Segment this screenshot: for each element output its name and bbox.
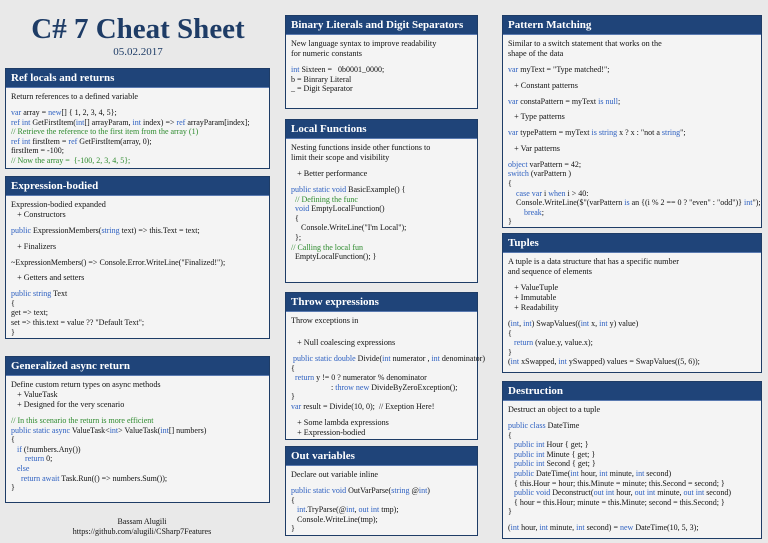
code-line: Console.WriteLine(tmp); xyxy=(291,514,378,524)
description-line: limit their scope and visibility xyxy=(291,153,390,162)
code-line: } xyxy=(291,524,295,534)
code-line: public static void BasicExample() { xyxy=(291,185,406,194)
section-title: Local Functions xyxy=(286,120,477,139)
code-line: } xyxy=(508,507,512,517)
code-comment: // Retrieve the reference to the first item from the array (1) xyxy=(11,127,199,137)
code-line: Console.WriteLine($"(varPattern is an {(i % 2 == 0 ? "even" : "odd")} int"); xyxy=(508,198,761,208)
section-title: Pattern Matching xyxy=(503,16,761,35)
description-line: + Constant patterns xyxy=(508,80,578,90)
code-line: var constaPattern = myText is null; xyxy=(508,96,621,106)
code-line: public static void OutVarParse(string @int) xyxy=(291,486,430,495)
code-line: var typePattern = myText is string x ? x : "not a string"; xyxy=(508,128,686,138)
code-line: } xyxy=(11,483,15,493)
code-line: public static async ValueTask<int> ValueTask(int[] numbers) xyxy=(11,425,207,435)
code-line: var array = new[] { 1, 2, 3, 4, 5}; xyxy=(11,108,117,117)
description-line: + Better performance xyxy=(291,169,368,178)
code-comment: // In this scenario the return is more efficient xyxy=(11,416,154,425)
code-line: ref int GetFirstItem(int[] arrayParam, int index) => ref arrayParam[index]; xyxy=(11,117,250,127)
section-title: Destruction xyxy=(503,382,761,401)
description-line: + Some lambda expressions xyxy=(291,417,389,427)
description-line: Expression-bodied expanded xyxy=(11,200,106,209)
section-local-functions xyxy=(285,119,478,283)
code-line: public int Minute { get; } xyxy=(514,449,596,459)
code-line: public class DateTime xyxy=(508,421,580,430)
code-line: (int hour, int minute, int second) = new DateTime(10, 5, 3); xyxy=(508,522,699,532)
description-line: Similar to a switch statement that works on the xyxy=(508,39,662,48)
author-name: Bassam Alugili xyxy=(117,517,167,526)
code-comment: // Defining the func xyxy=(291,194,358,204)
code-line: ref int firstItem = ref GetFirstItem(array, 0); xyxy=(11,136,152,146)
code-line: _ = Digit Separator xyxy=(291,84,353,94)
section-body xyxy=(6,88,269,170)
description-line: Return references to a defined variable xyxy=(11,92,139,101)
code-line: } xyxy=(508,347,512,357)
code-line: switch (varPattern ) xyxy=(508,169,572,179)
section-title: Tuples xyxy=(503,234,761,253)
repository-url: https://github.com/alugili/CSharp7Features xyxy=(72,527,212,536)
code-line: } xyxy=(508,217,512,227)
code-line: public DateTime(int hour, int minute, int second) xyxy=(514,468,672,478)
section-expression-bodied xyxy=(5,176,270,339)
description-line: and sequence of elements xyxy=(508,267,592,276)
code-comment: // Calling the local fun xyxy=(291,242,363,252)
description-line: shape of the data xyxy=(508,49,564,58)
code-line: } xyxy=(291,392,295,402)
code-line: return (value.y, value.x); xyxy=(514,338,593,348)
code-line: { xyxy=(508,328,512,338)
code-line: case var i when i > 40: xyxy=(516,188,589,198)
code-line: { xyxy=(508,430,512,440)
description-line: Destruct an object to a tuple xyxy=(508,405,601,414)
section-body xyxy=(503,35,761,231)
description-line: + Constructors xyxy=(11,210,66,219)
section-binary-literals xyxy=(285,15,478,109)
code-line: (int xSwapped, int ySwapped) values = SwapValues((5, 6)); xyxy=(508,357,700,367)
code-line: return y != 0 ? numerator % denominator xyxy=(295,373,427,383)
code-line: public void Deconstruct(out int hour, out int minute, out int second) xyxy=(514,488,732,498)
section-body xyxy=(286,35,477,98)
code-line: { hour = this.Hour; minute = this.Minute; second = this.Second; } xyxy=(508,497,725,507)
code-line: { xyxy=(291,213,299,223)
code-line: void EmptyLocalFunction() xyxy=(295,204,385,214)
code-line: return 0; xyxy=(25,454,53,464)
code-line: { xyxy=(291,495,295,505)
code-line: if (!numbers.Any()) xyxy=(17,444,81,454)
section-title: Out variables xyxy=(286,447,477,466)
section-out-variables xyxy=(285,446,478,536)
description-line: + Readability xyxy=(508,303,559,312)
code-line: : throw new DivideByZeroException(); xyxy=(291,382,458,392)
code-line: firstItem = -100; xyxy=(11,146,64,156)
section-title: Throw expressions xyxy=(286,293,477,312)
code-line: } xyxy=(11,327,15,337)
description-line: + ValueTuple xyxy=(508,283,559,292)
section-title: Ref locals and returns xyxy=(6,69,269,88)
description-line: + Var patterns xyxy=(508,143,560,153)
code-line: public string Text xyxy=(11,289,68,299)
code-line: public int Second { get; } xyxy=(514,459,596,469)
code-line: }; xyxy=(291,232,302,242)
code-line: int Sixteen = 0b0001_0000; xyxy=(291,65,385,74)
code-line: public int Hour { get; } xyxy=(514,440,589,450)
section-pattern-matching xyxy=(502,15,762,228)
section-body xyxy=(286,139,477,266)
description-line: + Finalizers xyxy=(11,241,57,251)
description-line: Define custom return types on async methods xyxy=(11,380,161,389)
code-line: { xyxy=(291,363,295,373)
description-line: A tuple is a data structure that has a specific number xyxy=(508,257,679,266)
description-line: + Immutable xyxy=(508,293,557,302)
section-throw-expressions xyxy=(285,292,485,440)
publish-date: 05.02.2017 xyxy=(113,46,163,58)
code-comment: // Now the array = {-100, 2, 3, 4, 5}; xyxy=(11,155,131,165)
section-body xyxy=(6,376,269,497)
code-line: break; xyxy=(524,207,544,217)
description-line: + Type patterns xyxy=(508,112,565,122)
description-line: + Expression-bodied xyxy=(291,427,366,437)
code-line: { xyxy=(11,435,15,445)
code-line: get => text; xyxy=(11,308,49,318)
code-line: else xyxy=(17,463,30,473)
section-title: Generalized async return xyxy=(6,357,269,376)
section-body xyxy=(286,466,477,538)
description-line: Throw exceptions in xyxy=(291,316,359,325)
description-line: New language syntax to improve readability xyxy=(291,39,437,48)
code-line: int.TryParse(@int, out int tmp); xyxy=(297,505,399,515)
code-line: set => this.text = value ?? "Default Text"; xyxy=(11,317,145,327)
section-title: Expression-bodied xyxy=(6,177,269,196)
description-line: + Getters and setters xyxy=(11,273,85,283)
code-line: { xyxy=(508,178,512,188)
code-line: return await Task.Run(() => numbers.Sum()); xyxy=(21,473,168,483)
description-line: + ValueTask xyxy=(11,390,58,399)
code-line: { xyxy=(11,298,15,308)
code-line: object varPattern = 42; xyxy=(508,159,582,169)
code-line: { this.Hour = hour; this.Minute = minute; this.Second = second; } xyxy=(508,478,725,488)
code-line: var myText = "Type matched!"; xyxy=(508,65,610,74)
section-destruction xyxy=(502,381,762,539)
section-body xyxy=(6,196,269,341)
code-line: public static double Divide(int numerator , int denominator) xyxy=(293,354,485,363)
code-line: Console.WriteLine("I'm Local"); xyxy=(291,223,407,233)
description-line: for numeric constants xyxy=(291,49,362,58)
section-tuples xyxy=(502,233,762,373)
code-line: b = Binrary Literal xyxy=(291,74,352,84)
description-line: + Null coalescing expressions xyxy=(291,338,396,347)
section-async-return xyxy=(5,356,270,503)
description-line: Nesting functions inside other functions to xyxy=(291,143,431,152)
code-line: (int, int) SwapValues((int x, int y) value) xyxy=(508,319,639,328)
footer xyxy=(10,517,274,537)
description-line: Declare out variable inline xyxy=(291,470,379,479)
section-body xyxy=(286,312,485,442)
code-line: public ExpressionMembers(string text) => this.Text = text; xyxy=(11,226,200,235)
cheat-sheet-header xyxy=(10,12,266,59)
code-line: EmptyLocalFunction(); } xyxy=(291,252,377,262)
section-body xyxy=(503,253,761,371)
section-title: Binary Literals and Digit Separators xyxy=(286,16,477,35)
section-ref-locals xyxy=(5,68,270,169)
code-line: ~ExpressionMembers() => Console.Error.WriteLine("Finalized!"); xyxy=(11,257,226,267)
section-body xyxy=(503,401,761,537)
page-title: C# 7 Cheat Sheet xyxy=(31,13,245,45)
description-line: + Designed for the very scenario xyxy=(11,400,125,409)
code-line: var result = Divide(10, 0); // Exeption Here! xyxy=(291,401,435,411)
